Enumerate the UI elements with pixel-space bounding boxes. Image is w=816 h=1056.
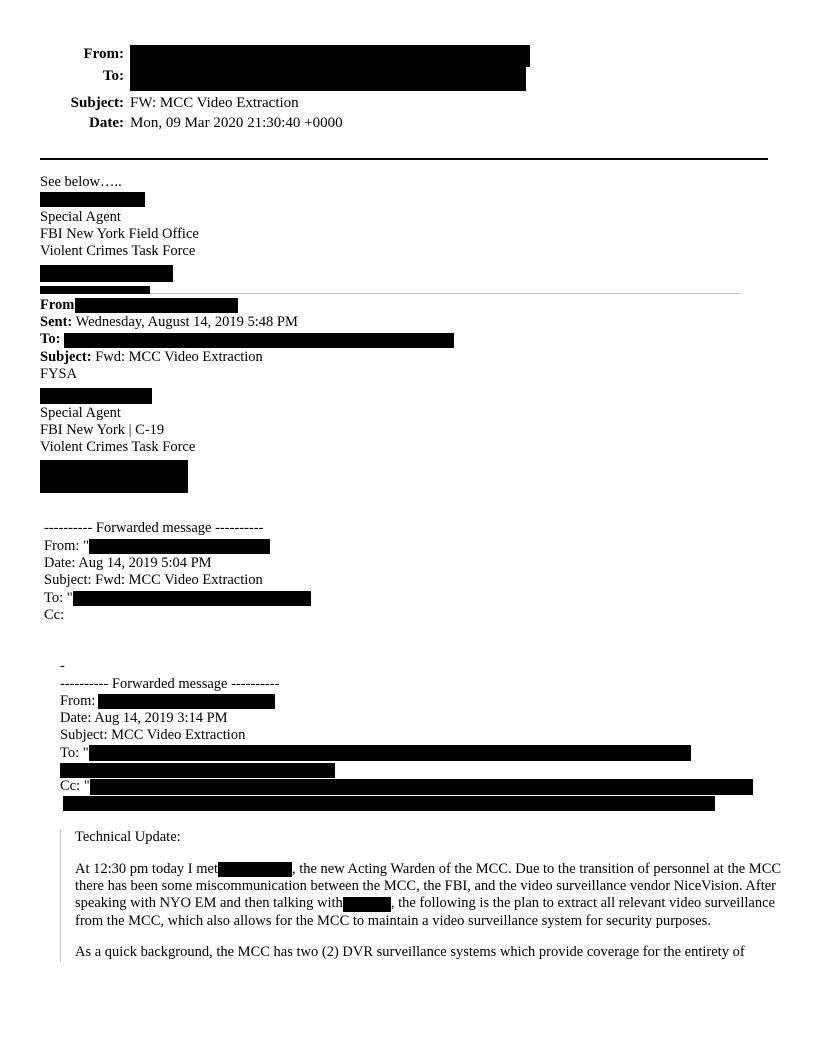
redaction-bar (89, 539, 270, 554)
forwarded-message-1 (40, 520, 776, 624)
signature-unit: Violent Crimes Task Force (40, 243, 196, 260)
to-label: To: " (44, 589, 73, 606)
redaction-bar (40, 286, 150, 294)
fwd1-from-row (44, 538, 776, 555)
fwd2-from-row (60, 693, 776, 710)
redaction-bar (63, 796, 715, 811)
date-value: Aug 14, 2019 5:04 PM (78, 555, 212, 572)
redaction-bar (40, 460, 188, 493)
from-label: From: (83, 46, 124, 62)
subject-label: Subject: (44, 572, 92, 589)
forwarded-message-2 (40, 658, 776, 811)
to-label: To: (102, 68, 124, 84)
fysa-text: FYSA (40, 365, 78, 382)
sent-value: Wednesday, August 14, 2019 5:48 PM (75, 314, 298, 331)
redaction-bar (40, 265, 173, 282)
signature2-office: FBI New York | C-19 (40, 421, 165, 438)
fwd1-date-row (44, 555, 776, 572)
fwd1-cc-row: Cc: (44, 606, 65, 623)
date-label: Date: (44, 555, 76, 572)
from-value (130, 45, 780, 67)
redaction-bar (90, 779, 753, 795)
redaction-bar (89, 745, 691, 761)
technical-update-block (60, 829, 791, 961)
technical-paragraph-2: As a quick background, the MCC has two (2) DVR surveillance systems which provide coverage for the entirety of (75, 944, 745, 961)
fwd2-to-row-cont (60, 762, 776, 778)
subject-value: MCC Video Extraction (111, 727, 246, 744)
fwd2-divider: ---------- Forwarded message ---------- (60, 675, 280, 692)
signature-name-redacted (40, 191, 776, 208)
redaction-bar (130, 67, 526, 91)
redaction-bar (40, 388, 152, 404)
signature-contact-redacted (40, 264, 776, 281)
subject-value: FW: MCC Video Extraction (130, 95, 299, 111)
to-value (130, 67, 780, 91)
fwd2-date-row (60, 710, 776, 727)
cc-label: Cc: " (60, 778, 90, 795)
fwd2-to-row (60, 745, 776, 762)
redaction-bar (60, 763, 335, 778)
redaction-bar (343, 897, 391, 912)
date-label: Date: (60, 710, 92, 727)
fwd2-cc-row (60, 778, 776, 795)
fwd2-cc-row-cont (60, 795, 776, 811)
redaction-bar (130, 45, 530, 67)
fwd-to-row (40, 331, 776, 348)
subject-label: Subject: (70, 95, 124, 111)
signature2-title: Special Agent (40, 404, 121, 421)
to-label: To: " (60, 744, 89, 761)
subject-label: Subject: (40, 348, 92, 365)
technical-heading: Technical Update: (75, 829, 181, 846)
signature-title: Special Agent (40, 208, 121, 225)
subject-value: Fwd: MCC Video Extraction (95, 348, 263, 365)
redaction-bar (218, 862, 292, 877)
from-label: From (40, 296, 75, 313)
header-divider (40, 158, 768, 160)
redaction-bar (64, 333, 454, 348)
from-label: From: " (44, 537, 89, 554)
signature2-unit: Violent Crimes Task Force (40, 439, 196, 456)
tech-p1-part2: , the new Acting Warden of the MCC. Due to the transition of personnel at the MCC there has been some miscommunication between the MCC, the FBI, and the video surveillance vendor NiceVision. After speaking with NYO EM and then talking with (75, 860, 782, 912)
date-value: Mon, 09 Mar 2020 21:30:40 +0000 (130, 115, 343, 131)
tech-p1-part1: At 12:30 pm today I met (75, 860, 218, 877)
signature-contact-redacted-2 (40, 282, 776, 290)
fwd1-divider: ---------- Forwarded message ---------- (44, 520, 264, 537)
fwd1-to-row (44, 590, 776, 607)
fwd1-subject-row (44, 572, 776, 589)
sent-label: Sent: (40, 314, 73, 331)
email-header (60, 45, 780, 133)
tech-p1-part3: , the following is the plan to extract all relevant video surveillance from the MCC, which also allows for the MCC to maintain a video surveillance system for security purposes. (75, 895, 775, 929)
to-label: To: (40, 331, 61, 348)
header-row-to (60, 67, 780, 91)
subject-value: Fwd: MCC Video Extraction (95, 572, 263, 589)
fwd-from-row (40, 297, 776, 314)
fwd2-dash: - (60, 658, 65, 675)
header-row-subject (60, 94, 780, 113)
email-body (40, 174, 782, 962)
header-row-from (60, 45, 780, 67)
redaction-bar (73, 591, 311, 606)
intro-text: See below….. (40, 174, 122, 190)
signature2-contact-redacted (40, 460, 776, 494)
redaction-bar (40, 192, 145, 207)
subject-label: Subject: (60, 727, 108, 744)
fwd-subject-row (40, 349, 776, 366)
technical-paragraph-1 (75, 861, 805, 931)
header-row-date (60, 114, 780, 133)
signature-office: FBI New York Field Office (40, 225, 199, 242)
signature2-name-redacted (40, 387, 776, 404)
from-label: From: (60, 692, 96, 709)
redaction-bar (75, 298, 238, 313)
date-label: Date: (89, 115, 124, 131)
fwd2-subject-row (60, 727, 776, 744)
redaction-bar (98, 694, 275, 709)
fwd-sent-row (40, 314, 776, 331)
date-value: Aug 14, 2019 3:14 PM (94, 710, 228, 727)
